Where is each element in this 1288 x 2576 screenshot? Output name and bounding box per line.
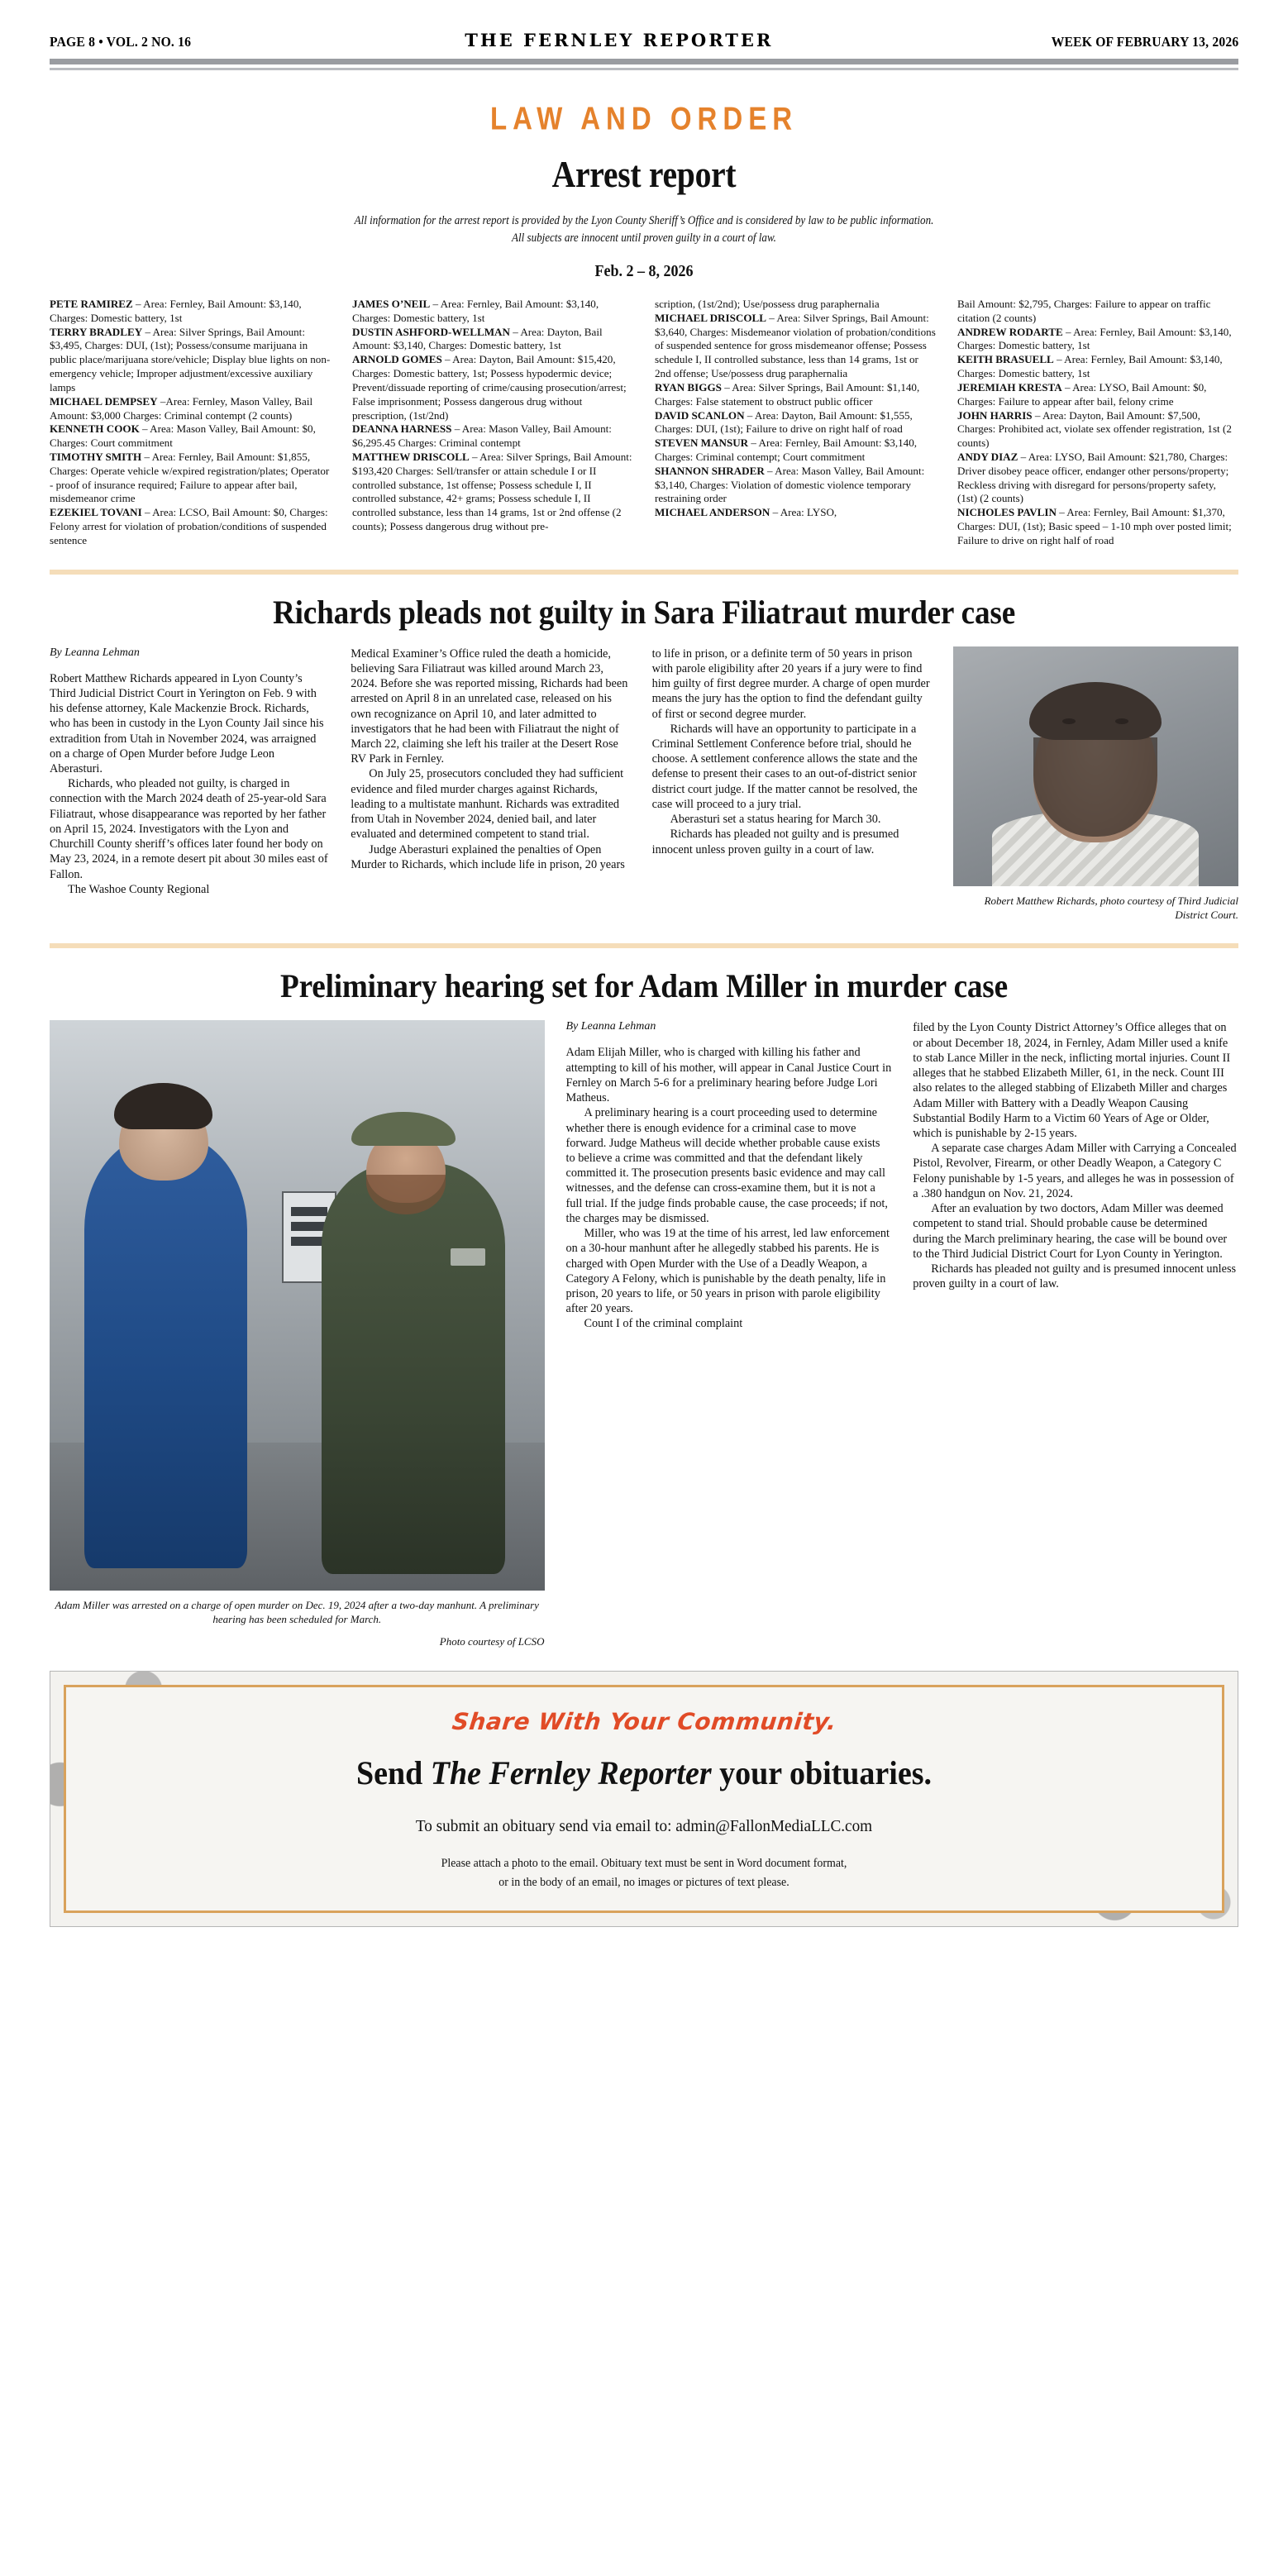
arrest-entry-detail: – Area: Fernley, Bail Amount: $3,140, Charges: Domestic battery, 1st xyxy=(957,325,1232,352)
article-paragraph: filed by the Lyon County District Attorney’s Office alleges that on or about December 18, 2024, in Fernley, Adam Miller used a knife to stab Lance Miller in the neck, inflicting mortal injuries. Count II alleges that he stabbed Elizabeth Miller, 61, in the neck. Count III also relates to the alleged stabbing of Elizabeth Miller and charges Adam Miller with Battery with a Deadly Weapon Causing Substantial Bodily Harm to a Victim 60 Years of Age or Older, which is punishable by 2-15 years. xyxy=(913,1021,1231,1140)
article-paragraph: Richards has pleaded not guilty and is presumed innocent unless proven guilty in a court of law. xyxy=(913,1262,1237,1291)
arrest-entry xyxy=(50,395,331,423)
arrest-column-4 xyxy=(957,298,1238,548)
ad-headline-post: your obituaries. xyxy=(711,1754,932,1792)
arrest-entry xyxy=(50,451,331,506)
arrest-entry xyxy=(50,422,331,451)
arrest-entry-detail: – Area: Dayton, Bail Amount: $3,140, Charges: Domestic battery, 1st xyxy=(352,325,603,352)
ad-instructions xyxy=(74,1854,1214,1892)
article-paragraph: A separate case charges Adam Miller with Carrying a Concealed Pistol, Revolver, Firearm, or other Deadly Weapon, a Category C Felony punishable by 1-5 years, and alleges he was in possession of a .380 handgun on Nov. 21, 2024. xyxy=(913,1142,1237,1200)
story-richards-columns xyxy=(50,646,1238,923)
story-richards-body-2 xyxy=(351,646,630,872)
credit-miller-photo: Photo courtesy of LCSO xyxy=(439,1635,545,1648)
scene-suspect-figure xyxy=(84,1134,248,1567)
arrest-entry xyxy=(352,298,633,326)
article-paragraph: Count I of the criminal complaint xyxy=(584,1317,743,1331)
arrest-entry-name: KEITH BRASUELL xyxy=(957,353,1054,366)
arrest-entry xyxy=(957,298,1238,326)
ad-headline-paper-name: The Fernley Reporter xyxy=(430,1754,712,1792)
article-paragraph: Richards has pleaded not guilty and is presumed innocent unless proven guilty in a court of law. xyxy=(651,828,899,856)
article-paragraph: Medical Examiner’s Office ruled the death a homicide, believing Sara Filiatraut was killed around March 23, 2024. Before she was reported missing, Richards had been arrested on April 8 in an unrelated case, released on his own recognizance on April 10, and later admitted to investigators that he had been with Filiatraut the night of March 22, claiming she left his trailer at the Desert Rose RV Park in Fernley. xyxy=(351,646,628,766)
arrest-entry-detail: – Area: Silver Springs, Bail Amount: $1,140, Charges: False statement to obstruct public officer xyxy=(655,380,920,408)
arrest-entry-name: TERRY BRADLEY xyxy=(50,325,143,338)
arrest-scene-photo xyxy=(50,1020,545,1591)
story-richards-col-2 xyxy=(351,646,630,923)
ad-headline xyxy=(80,1753,1208,1792)
caption-miller-photo: Adam Miller was arrested on a charge of open murder on Dec. 19, 2024 after a two-day manhunt. A preliminary hearing has been scheduled for March. xyxy=(55,1599,539,1626)
disclaimer-line-1: All information for the arrest report is provided by the Lyon County Sheriff’s Office and is considered by law to be public information. xyxy=(354,214,934,227)
ad-instructions-line-2: or in the body of an email, no images or pictures of text please. xyxy=(499,1876,789,1890)
byline-richards: By Leanna Lehman xyxy=(50,646,140,659)
article-paragraph: After an evaluation by two doctors, Adam Miller was deemed competent to stand trial. Should probable cause be determined during the March preliminary hearing, the case will be bound over to the Third Judicial District Court for Lyon County in Yerington. xyxy=(913,1202,1228,1261)
arrest-entry-name: RYAN BIGGS xyxy=(655,380,722,394)
arrest-entry-detail: – Area: Silver Springs, Bail Amount: $3,495, Charges: DUI, (1st); Possess/consume marijuana in public place/marijuana store/vehicle; Display blue lights on non-emergency vehicle; Improper adjustment/excessive auxiliary lamps xyxy=(50,325,331,394)
arrest-entry xyxy=(50,506,331,547)
article-paragraph: The Washoe County Regional xyxy=(68,882,210,896)
scene-sheriff-patch xyxy=(451,1248,485,1266)
arrest-entry xyxy=(352,326,633,354)
arrest-entry-detail: scription, (1st/2nd); Use/possess drug paraphernalia xyxy=(655,298,880,311)
arrest-entry-name: MICHAEL DRISCOLL xyxy=(655,311,766,324)
ad-instructions-line-1: Please attach a photo to the email. Obituary text must be sent in Word document format, xyxy=(441,1857,847,1871)
arrest-report-disclaimer xyxy=(109,212,1179,247)
article-paragraph: Miller, who was 19 at the time of his arrest, led law enforcement on a 30-hour manhunt after he allegedly stabbed his parents. He is charged with Open Murder with the Use of a Deadly Weapon, a Category A Felony, which is punishable by the death penalty, life in prison, 20 years to life, or 50 years in prison with parole eligibility after 20 years. xyxy=(565,1227,890,1316)
arrest-column-1 xyxy=(50,298,331,548)
disclaimer-line-2: All subjects are innocent until proven guilty in a court of law. xyxy=(512,231,776,246)
masthead-publication-title: THE FERNLEY REPORTER xyxy=(465,30,774,50)
ad-content xyxy=(50,1672,1238,1892)
arrest-entry xyxy=(655,409,936,437)
arrest-column-3 xyxy=(655,298,936,548)
arrest-entry-detail: – Area: Fernley, Bail Amount: $1,370, Charges: DUI, (1st); Basic speed – 1-10 mph over posted limit; Failure to drive on right half of road xyxy=(957,506,1232,546)
arrest-entry-detail: – Area: LYSO, xyxy=(770,506,837,519)
arrest-entry-detail: – Area: LYSO, Bail Amount: $21,780, Charges: Driver disobey peace officer, endanger other persons/property; Reckless driving with disregard for persons/property safety, (1st) (2 counts) xyxy=(957,450,1229,505)
arrest-entry-detail: – Area: Fernley, Bail Amount: $3,140, Charges: Domestic battery, 1st xyxy=(352,298,599,324)
story-miller-col-2 xyxy=(566,1020,892,1649)
story-miller-photo-box xyxy=(50,1020,545,1649)
arrest-entry-detail: –Area: Fernley, Mason Valley, Bail Amount: $3,000 Charges: Criminal contempt (2 counts) xyxy=(50,394,313,422)
arrest-entry xyxy=(655,506,936,520)
arrest-column-2 xyxy=(352,298,633,548)
arrest-entry-name: JAMES O’NEIL xyxy=(352,298,431,311)
arrest-entry xyxy=(655,436,936,465)
story-miller-columns xyxy=(50,1020,1238,1649)
arrest-entry-detail: Bail Amount: $2,795, Charges: Failure to appear on traffic citation (2 counts) xyxy=(957,298,1211,324)
arrest-entry-detail: – Area: Mason Valley, Bail Amount: $6,295.45 Charges: Criminal contempt xyxy=(352,422,612,450)
arrest-entry-detail: – Area: LYSO, Bail Amount: $0, Charges: Failure to appear after bail, felony crime xyxy=(957,380,1207,408)
story-headline-miller: Preliminary hearing set for Adam Miller in murder case xyxy=(280,967,1008,1005)
arrest-entry xyxy=(957,326,1238,354)
arrest-entry-name: DUSTIN ASHFORD-WELLMAN xyxy=(352,325,510,338)
arrest-entry-detail: – Area: Dayton, Bail Amount: $7,500, Charges: Prohibited act, violate sex offender registration, 1st (2 counts) xyxy=(957,408,1232,450)
story-richards-col-1 xyxy=(50,646,329,923)
arrest-entry xyxy=(352,451,633,534)
story-richards-photo-box xyxy=(953,646,1238,923)
mugshot-photo xyxy=(953,646,1238,886)
arrest-entry-name: ANDY DIAZ xyxy=(957,450,1018,463)
arrest-entry-name: MICHAEL DEMPSEY xyxy=(50,394,158,408)
arrest-entry-detail: – Area: Dayton, Bail Amount: $1,555, Charges: DUI, (1st); Failure to drive on right half of road xyxy=(655,408,913,436)
arrest-entry xyxy=(655,465,936,506)
mugshot-eye-right xyxy=(1115,718,1128,724)
masthead-rule-thick xyxy=(50,59,1238,64)
obituary-advertisement[interactable] xyxy=(50,1671,1238,1927)
section-divider-band-2 xyxy=(50,943,1238,948)
arrest-entry xyxy=(50,326,331,395)
arrest-entry-detail: – Area: Dayton, Bail Amount: $15,420, Charges: Domestic battery, 1st; Possess hypodermic device; Prevent/dissuade reporting of crime/causing prosecution/arrest; False imprisonment; Possess dangerous drug without prescription, (1st/2nd) xyxy=(352,353,627,422)
article-paragraph: Aberasturi set a status hearing for March 30. xyxy=(670,813,881,827)
arrest-entry-name: TIMOTHY SMITH xyxy=(50,450,142,463)
arrest-entry-name: NICHOLES PAVLIN xyxy=(957,506,1057,519)
arrest-entry-detail: – Area: Mason Valley, Bail Amount: $0, Charges: Court commitment xyxy=(50,422,316,450)
arrest-entry xyxy=(655,381,936,409)
arrest-entry-detail: – Area: Fernley, Bail Amount: $3,140, Charges: Domestic battery, 1st xyxy=(50,298,302,324)
arrest-entry-name: ARNOLD GOMES xyxy=(352,353,442,366)
arrest-entry xyxy=(352,422,633,451)
article-paragraph: On July 25, prosecutors concluded they had sufficient evidence and filed murder charges against Richards, leading to a multistate manhunt. Richards was extradited from Utah in November 2024, denied bail, and later evaluated and determined competent to stand trial. xyxy=(351,767,624,842)
story-miller-col-3 xyxy=(913,1020,1238,1649)
scene-deputy-figure xyxy=(322,1163,504,1574)
ad-script-tagline: Share With Your Community. xyxy=(450,1708,838,1736)
mugshot-eye-left xyxy=(1062,718,1076,724)
story-miller-body-3 xyxy=(913,1020,1238,1291)
arrest-entry-detail: – Area: Mason Valley, Bail Amount: $3,140, Charges: Violation of domestic violence temporary restraining order xyxy=(655,464,925,505)
article-paragraph: Robert Matthew Richards appeared in Lyon County’s Third Judicial District Court in Yerington on Feb. 9 with his defense attorney, Kale Mackenzie Brock. Richards, who has been in custody in the Lyon County Jail since his extradition from Utah in November 2024, was arraigned on a charge of Open Murder before Judge Leon Aberasturi. xyxy=(50,671,324,775)
section-divider-band-1 xyxy=(50,570,1238,575)
story-headline-richards: Richards pleads not guilty in Sara Filiatraut murder case xyxy=(272,593,1016,631)
arrest-entry xyxy=(50,298,331,326)
arrest-entry-name: STEVEN MANSUR xyxy=(655,436,749,450)
arrest-entry xyxy=(352,353,633,422)
arrest-entry-name: SHANNON SHRADER xyxy=(655,464,765,477)
article-paragraph: Adam Elijah Miller, who is charged with killing his father and attempting to kill of his mother, will appear in Canal Justice Court in Fernley on March 5-6 for a preliminary hearing before Judge Lori Matheus. xyxy=(565,1046,892,1105)
ad-email-line[interactable]: To submit an obituary send via email to: admin@FallonMediaLLC.com xyxy=(415,1817,873,1836)
page-title: Arrest report xyxy=(551,154,737,195)
article-paragraph: A preliminary hearing is a court proceeding used to determine whether there is enough evidence for a criminal case to move forward. Judge Matheus will decide whether probable cause exists to believe a crime was committed and that the defendant likely committed it. The prosecution presents basic evidence and may call witnesses, and the defense can cross-examine them, but it is not a full trial. If the judge finds probable cause, the case proceeds; if not, the charges may be dismissed. xyxy=(565,1106,888,1225)
arrest-entry xyxy=(957,409,1238,451)
story-richards-col-3 xyxy=(652,646,932,923)
arrest-entry xyxy=(655,312,936,381)
arrest-report-date-range: Feb. 2 – 8, 2026 xyxy=(594,262,694,281)
arrest-entry-name: MICHAEL ANDERSON xyxy=(655,506,770,519)
arrest-entry-name: PETE RAMIREZ xyxy=(50,298,133,311)
caption-richards-photo: Robert Matthew Richards, photo courtesy of Third Judicial District Court. xyxy=(984,894,1238,921)
ad-headline-pre: Send xyxy=(356,1754,431,1792)
arrest-report-columns xyxy=(50,298,1238,548)
arrest-entry-name: MATTHEW DRISCOLL xyxy=(352,450,470,463)
masthead-page-volume: PAGE 8 • VOL. 2 NO. 16 xyxy=(50,34,192,50)
story-miller-body-2 xyxy=(566,1045,892,1331)
byline-miller: By Leanna Lehman xyxy=(565,1020,656,1033)
story-richards-body-3 xyxy=(652,646,932,857)
arrest-entry-detail: – Area: Silver Springs, Bail Amount: $3,640, Charges: Misdemeanor violation of probation/conditions of suspended sentence for gross misdemeanor offense; Possess schedule I, II controlled substance, less than 14 grams, 1st or 2nd offense; Use/possess drug paraphernalia xyxy=(655,311,936,380)
masthead xyxy=(50,0,1238,55)
arrest-entry-name: EZEKIEL TOVANI xyxy=(50,506,142,519)
arrest-entry-name: DEANNA HARNESS xyxy=(352,422,452,436)
article-paragraph: Richards, who pleaded not guilty, is charged in connection with the March 2024 death of 25-year-old Sara Filiatraut, whose disappearance was reported by her father on April 15, 2024. Investigators with the Lyon and Churchill County sheriff’s offices later found her body on May 23, 2024, in a remote desert pit about 30 miles east of Fallon. xyxy=(50,777,328,881)
article-paragraph: Judge Aberasturi explained the penalties of Open Murder to Richards, which include life in prison, 20 years xyxy=(351,842,625,871)
masthead-rule-thin xyxy=(50,68,1238,70)
masthead-issue-date: WEEK OF FEBRUARY 13, 2026 xyxy=(1051,34,1238,50)
arrest-entry xyxy=(957,506,1238,547)
arrest-entry xyxy=(957,451,1238,506)
section-kicker: LAW AND ORDER xyxy=(489,100,799,136)
arrest-entry xyxy=(655,298,936,312)
arrest-entry-detail: – Area: Fernley, Bail Amount: $3,140, Charges: Criminal contempt; Court commitment xyxy=(655,436,918,463)
arrest-entry-detail: – Area: Fernley, Bail Amount: $1,855, Charges: Operate vehicle w/expired registration/plates; Operator - proof of insurance required; Failure to appear after bail, misdemeanor crime xyxy=(50,450,330,505)
arrest-entry-detail: – Area: LCSO, Bail Amount: $0, Charges: Felony arrest for violation of probation/conditions of suspended sentence xyxy=(50,506,328,546)
arrest-entry-detail: – Area: Silver Springs, Bail Amount: $193,420 Charges: Sell/transfer or attain schedule I or II controlled substance, 1st offense; Possess schedule I, II controlled substance, 42+ grams; Possess schedule I, II controlled substance, less than 14 grams, 1st or 2nd offense (2 counts); Possess dangerous drug without pre- xyxy=(352,450,632,533)
arrest-entry-name: ANDREW RODARTE xyxy=(957,325,1063,338)
article-paragraph: to life in prison, or a definite term of 50 years in prison with parole eligibility after 20 years if a jury were to find him guilty of first degree murder. A charge of open murder means the jury has the option to find the defendant guilty of first or second degree murder. xyxy=(651,646,930,721)
arrest-entry-name: KENNETH COOK xyxy=(50,422,140,436)
arrest-entry-name: DAVID SCANLON xyxy=(655,408,745,422)
story-richards-body-1 xyxy=(50,671,329,897)
arrest-entry xyxy=(957,381,1238,409)
article-paragraph: Richards will have an opportunity to participate in a Criminal Settlement Conference before trial, should he choose. A settlement conference allows the state and the defense to present their cases to an out-of-district senior district court judge. If the matter cannot be resolved, the case will proceed to a jury trial. xyxy=(651,722,918,811)
arrest-entry-name: JOHN HARRIS xyxy=(957,408,1033,422)
arrest-entry-name: JEREMIAH KRESTA xyxy=(957,380,1062,394)
arrest-entry xyxy=(957,353,1238,381)
arrest-entry-detail: – Area: Fernley, Bail Amount: $3,140, Charges: Domestic battery, 1st xyxy=(957,353,1223,380)
